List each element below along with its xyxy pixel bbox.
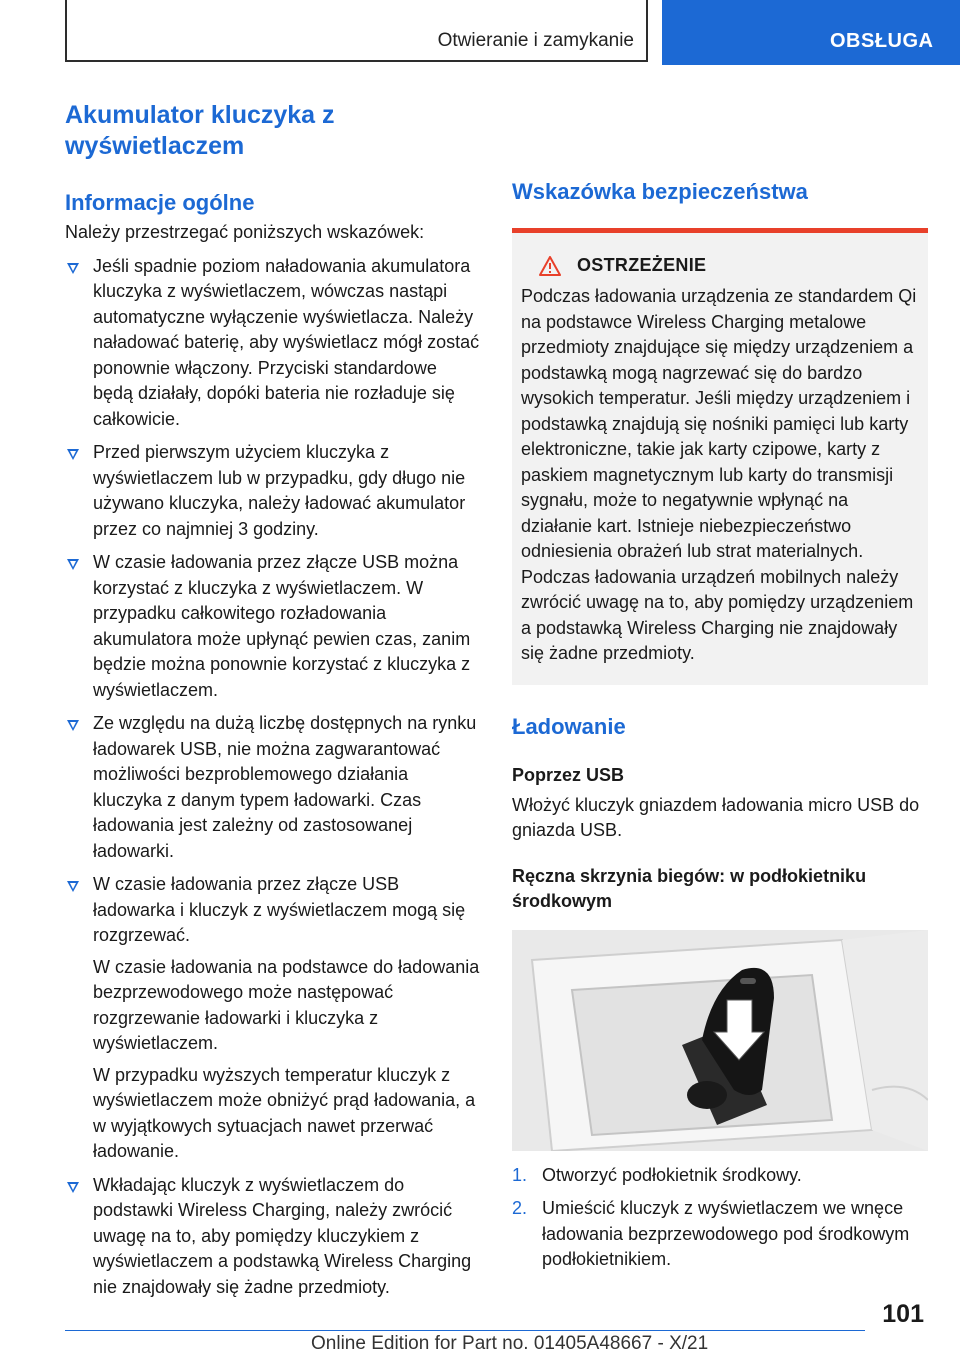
triangle-bullet-icon xyxy=(67,263,79,274)
header-section-box xyxy=(65,0,648,62)
list-item: Wkładając kluczyk z wyświetlaczem do podstawki Wireless Charging, należy zwrócić uwagę na to, aby pomiędzy kluczykiem z wyświetlaczem a podstawką Wireless Charging nie znajdowały się żadne przedmioty. xyxy=(65,1173,480,1301)
subtitle-general-info: Informacje ogólne xyxy=(65,190,255,215)
list-item: Jeśli spadnie poziom naładowania akumulatora kluczyka z wyświetlaczem, wówczas nastąpi automatyczne wyłączenie wyświetlacza. Należy naładować baterię, aby wyświetlacz mógł zostać ponownie włączony. Przyciski standardowe będą działały, dopóki bateria nie rozładuje się całkowicie. xyxy=(65,254,480,433)
list-item: W czasie ładowania przez złącze USB ładowarka i kluczyk z wyświetlaczem mogą się rozgrzewać. W czasie ładowania na podstawce do ładowania bezprzewodowego może następować rozgrzewanie ładowarki i kluczyka z wyświetlaczem. W przypadku wyższych temperatur kluczyk z wyświetlaczem może obniżyć prąd ładowania, a w wyjątkowych sytuacjach nawet przerwać ładowanie. xyxy=(65,872,480,1165)
step-item: 2. Umieścić kluczyk z wyświetlaczem we wnęce ładowania bezprzewodowego pod środkowym podłokietnikiem. xyxy=(512,1198,910,1269)
triangle-bullet-icon xyxy=(67,720,79,731)
footer-divider xyxy=(65,1330,865,1331)
right-column-main xyxy=(512,178,928,1273)
header-chapter-box xyxy=(662,0,960,65)
charging-heading: Ładowanie xyxy=(512,713,626,739)
step-item: 1. Otworzyć podłokietnik środkowy. xyxy=(512,1163,928,1189)
list-item: Ze względu na dużą liczbę dostępnych na rynku ładowarek USB, nie można zagwarantować możliwości bezproblemowego działania kluczyka z danym typem ładowarki. Czas ładowania jest zależny od zastosowanej ładowarki. xyxy=(65,711,480,864)
safety-heading: Wskazówka bezpieczeństwa xyxy=(512,179,808,204)
chapter-title: OBSŁUGA xyxy=(830,30,934,52)
step-number: 2. xyxy=(512,1198,528,1218)
intro-text: Należy przestrzegać poniższych wskazówek: xyxy=(65,222,425,242)
section-title: Otwieranie i zamykanie xyxy=(437,30,634,51)
steps-list xyxy=(512,1163,928,1273)
triangle-bullet-icon xyxy=(67,449,79,460)
list-item-paragraph: W przypadku wyższych temperatur kluczyk z wyświetlaczem może obniżyć prąd ładowania, a w wyjątkowych sytuacjach nawet przerwać ładowanie. xyxy=(93,1064,476,1161)
warning-box xyxy=(512,228,928,685)
triangle-bullet-icon xyxy=(67,1182,79,1193)
manual-gearbox-heading: Ręczna skrzynia biegów: w podłokietniku środkowym xyxy=(512,865,867,911)
warning-text: Podczas ładowania urządzenia ze standardem Qi na podstawce Wireless Charging metalowe przedmioty znajdujące się między urządzeniem a podstawką mogą nagrzewać się do bardzo wysokich temperatur. Jeśli między urządzeniem i podstawką znajdują się nośniki pamięci lub karty elektroniczne, takie jak karty czipowe, karty z paskiem magnetycznym lub karty do transmisji sygnału, może to negatywnie wpłynąć na działanie kart. Istnieje niebezpieczeństwo odniesienia obrażeń lub strat materialnych. Podczas ładowania urządzeń mobilnych należy zwrócić uwagę na to, aby pomiędzy urządzeniem a podstawką Wireless Charging nie znajdowały się żadne przedmioty. xyxy=(521,286,917,663)
armrest-illustration xyxy=(512,930,928,1151)
triangle-bullet-icon xyxy=(67,881,79,892)
footer-edition: Online Edition for Part no. 01405A48667 - X/21 xyxy=(311,1333,709,1354)
notes-list xyxy=(65,254,480,1301)
warning-triangle-icon xyxy=(539,256,561,276)
left-column xyxy=(65,100,480,1300)
warning-header xyxy=(521,255,919,276)
triangle-bullet-icon xyxy=(67,559,79,570)
armrest-charging-photo xyxy=(512,930,928,1151)
page-number: 101 xyxy=(882,1300,924,1328)
list-item-paragraph: W czasie ładowania na podstawce do ładowania bezprzewodowego może następować rozgrzewanie ładowarki i kluczyka z wyświetlaczem. xyxy=(93,956,480,1053)
list-item: Przed pierwszym użyciem kluczyka z wyświetlaczem lub w przypadku, gdy długo nie używano kluczyka, należy ładować akumulator przez co najmniej 3 godziny. xyxy=(65,440,480,542)
page-title: Akumulator kluczyka z wyświetlaczem xyxy=(65,101,335,160)
usb-text: Włożyć kluczyk gniazdem ładowania micro USB do gniazda USB. xyxy=(512,794,920,840)
list-item: W czasie ładowania przez złącze USB można korzystać z kluczyka z wyświetlaczem. W przypadku całkowitego rozładowania akumulatora może upłynąć pewien czas, zanim będzie można ponownie korzystać z kluczyka z wyświetlaczem. xyxy=(65,550,480,703)
usb-heading: Poprzez USB xyxy=(512,764,625,785)
step-number: 1. xyxy=(512,1164,528,1185)
warning-label: OSTRZEŻENIE xyxy=(577,255,707,275)
